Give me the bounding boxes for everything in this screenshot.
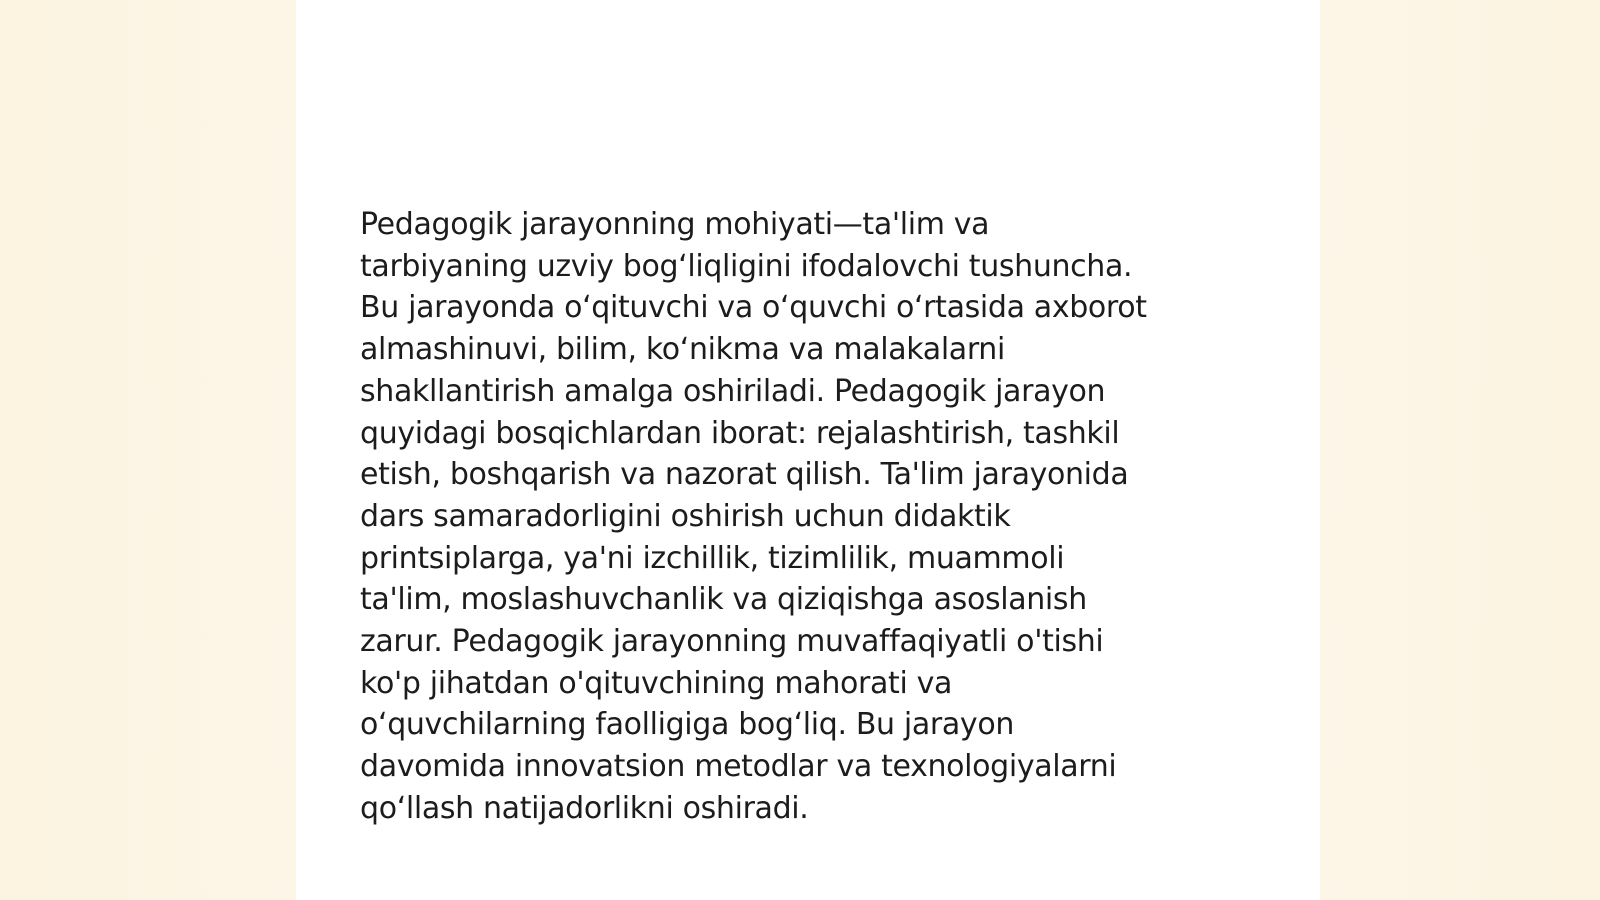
left-background: [0, 0, 296, 900]
document-page: [296, 0, 1320, 900]
right-background: [1320, 0, 1600, 900]
body-paragraph: Pedagogik jarayonning mohiyati—ta'lim va tarbiyaning uzviy bogʻliqligini ifodalovchi tushuncha. Bu jarayonda oʻqituvchi va oʻquvchi oʻrtasida axborot almashinuvi, bilim, koʻnikma va malakalarni shakllantirish amalga oshiriladi. Pedagogik jarayon quyidagi bosqichlardan iborat: rejalashtirish, tashkil etish, boshqarish va nazorat qilish. Ta'lim jarayonida dars samaradorligini oshirish uchun didaktik printsiplarga, ya'ni izchillik, tizimlilik, muammoli ta'lim, moslashuvchanlik va qiziqishga asoslanish zarur. Pedagogik jarayonning muvaffaqiyatli o'tishi ko'p jihatdan o'qituvchining mahorati va oʻquvchilarning faolligiga bogʻliq. Bu jarayon davomida innovatsion metodlar va texnologiyalarni qoʻllash natijadorlikni oshiradi.: [360, 207, 1147, 826]
